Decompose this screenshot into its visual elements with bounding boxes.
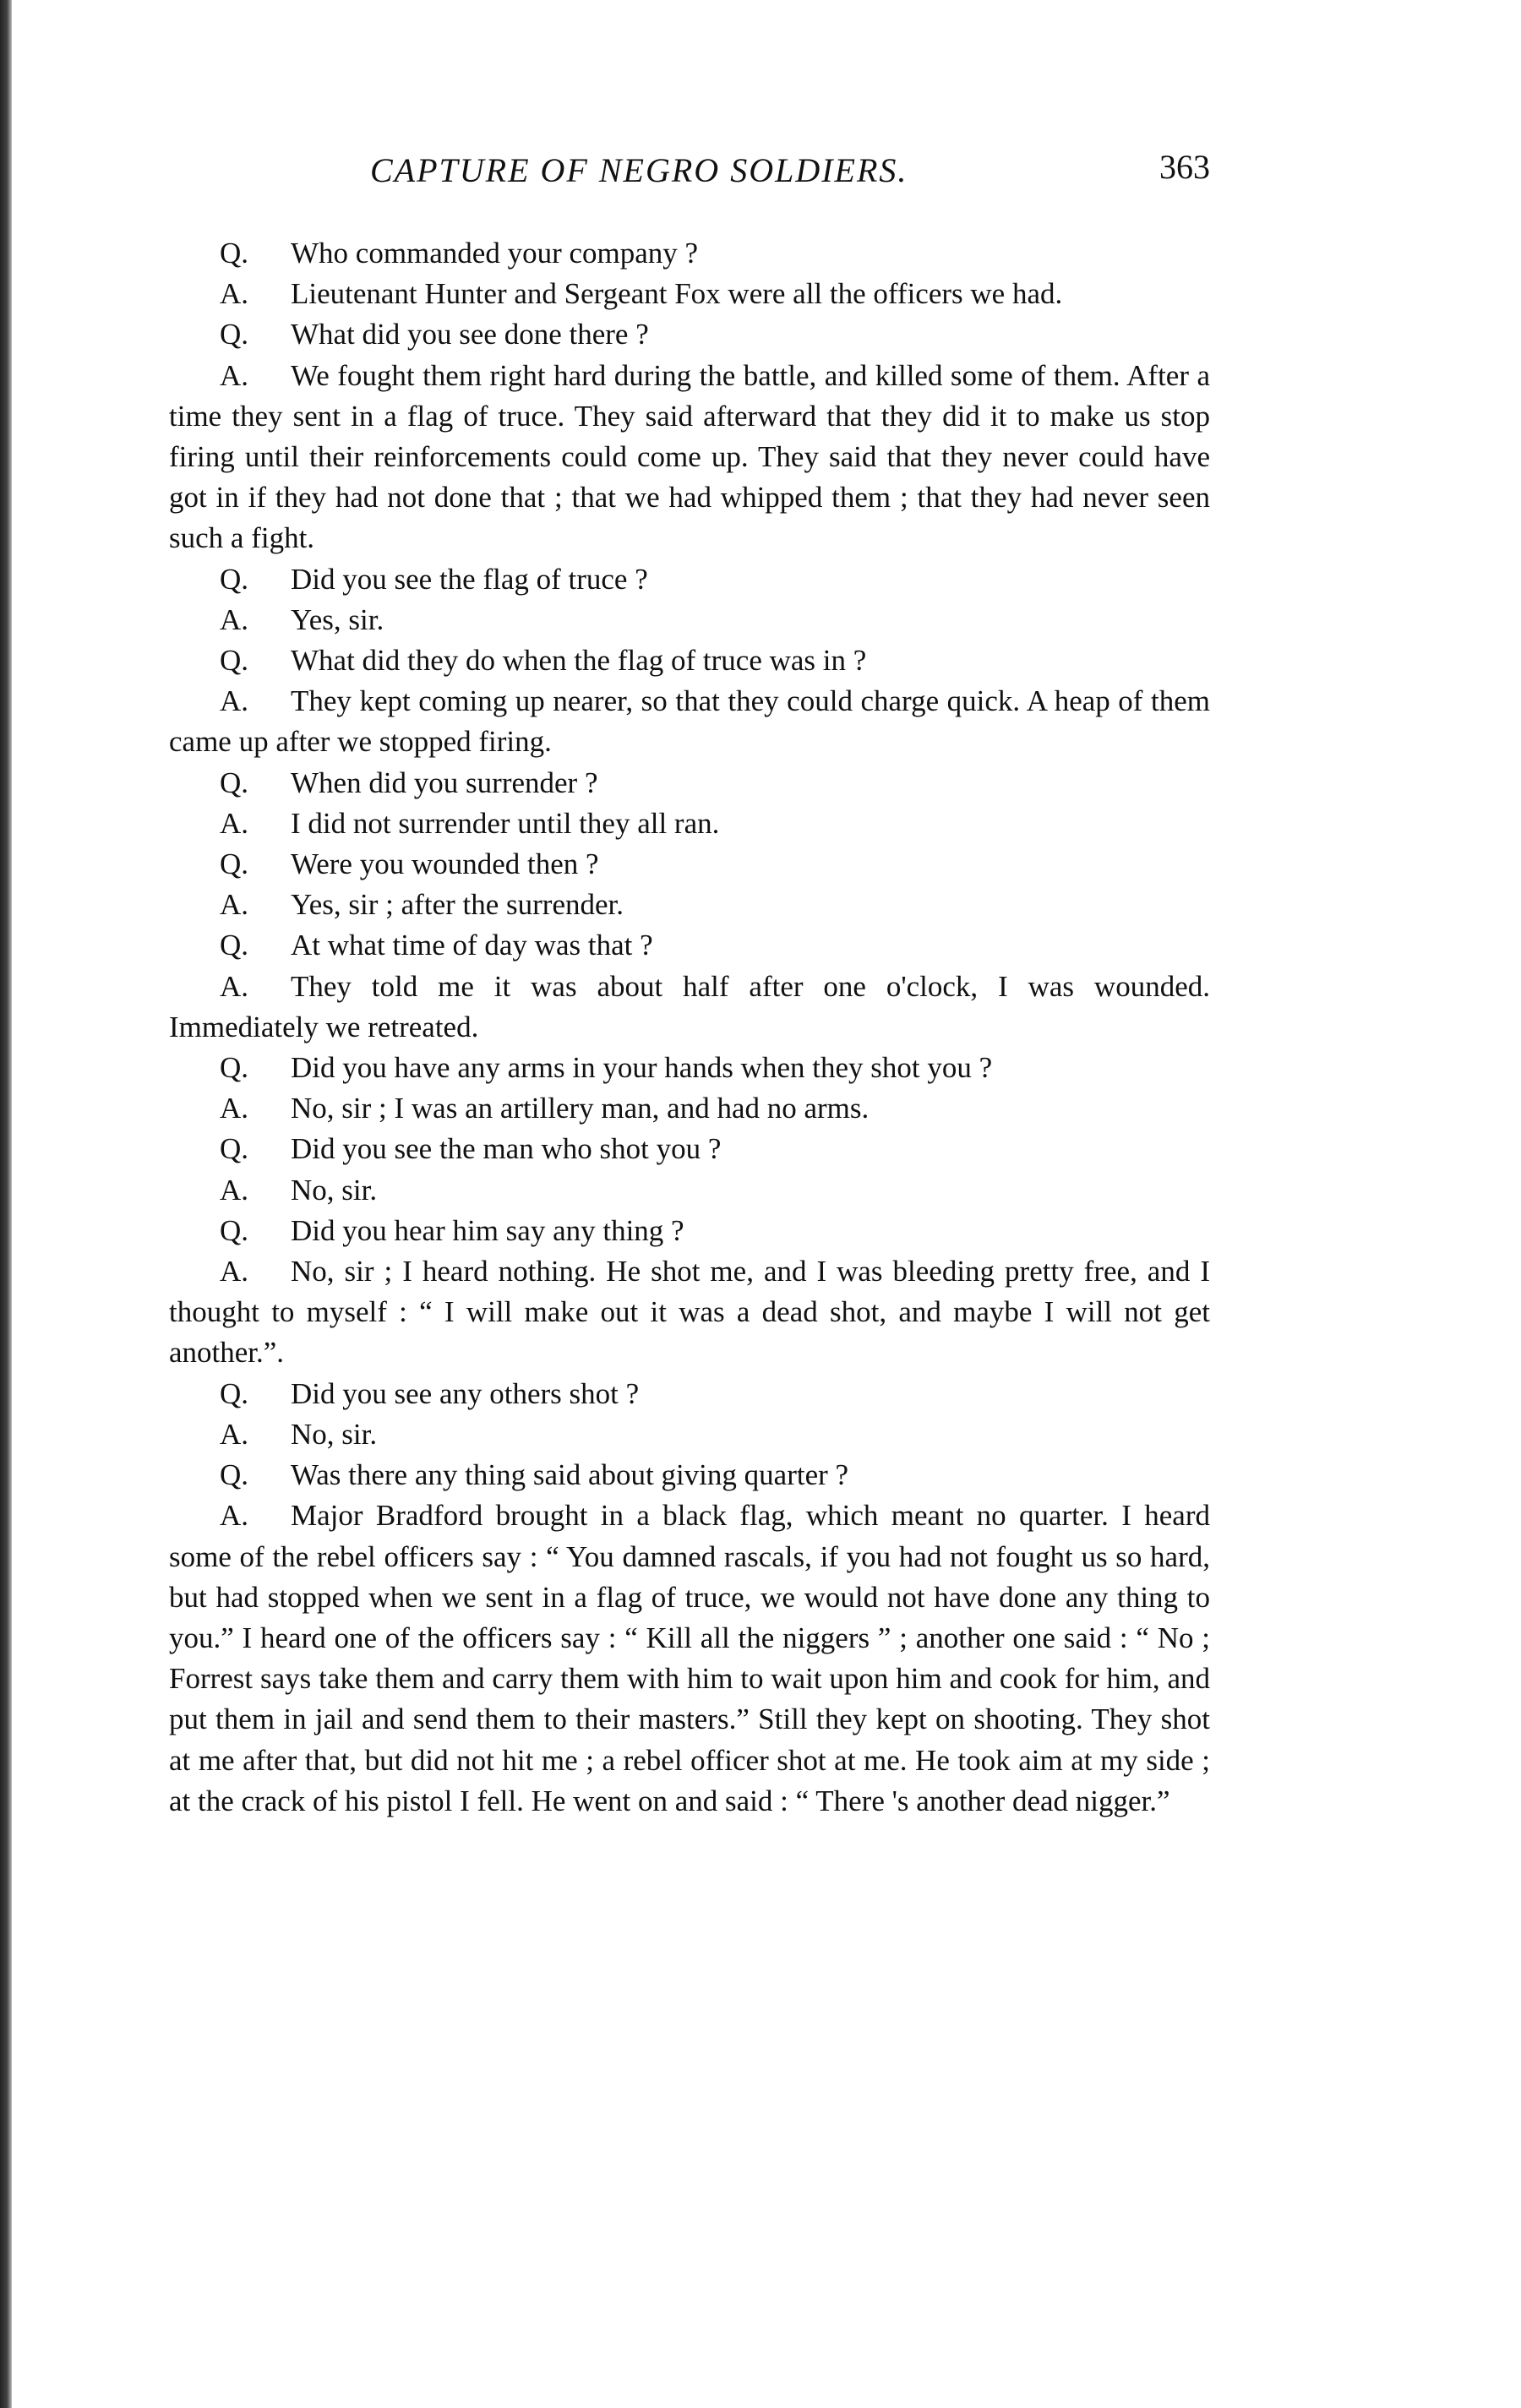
answer-paragraph	[169, 274, 1210, 314]
speaker-label: Q.	[220, 1051, 249, 1085]
answer-paragraph	[169, 1495, 1210, 1822]
paragraph-text: Did you see the man who shot you ?	[291, 1132, 722, 1166]
paragraph-text: Were you wounded then ?	[291, 847, 599, 881]
answer-paragraph	[169, 1414, 1210, 1455]
speaker-label: Q.	[220, 318, 249, 351]
question-paragraph	[169, 233, 1210, 274]
speaker-label: A.	[220, 806, 249, 840]
page-body	[169, 233, 1210, 1822]
speaker-label: Q.	[220, 765, 249, 799]
paragraph-text: No, sir.	[291, 1417, 378, 1451]
answer-paragraph	[169, 885, 1210, 925]
paragraph-text: We fought them right hard during the battle, and killed some of them. After a time they sent in a flag of truce. They said afterward that they did it to make us stop firing until their reinforcements could come up. They said that they never could have got in if they had not done that ; that we had whipped them ; that they had never seen such a fight.	[169, 358, 1210, 555]
speaker-label: A.	[220, 358, 249, 392]
speaker-label: A.	[220, 1417, 249, 1451]
speaker-label: A.	[220, 1255, 249, 1288]
question-paragraph	[169, 1455, 1210, 1495]
paragraph-text: Did you have any arms in your hands when they shot you ?	[291, 1051, 993, 1085]
speaker-label: Q.	[220, 1376, 249, 1410]
speaker-label: Q.	[220, 1458, 249, 1492]
speaker-label: A.	[220, 1499, 249, 1533]
question-paragraph	[169, 1129, 1210, 1169]
question-paragraph	[169, 925, 1210, 966]
speaker-label: A.	[220, 1173, 249, 1207]
speaker-label: Q.	[220, 1213, 249, 1247]
answer-paragraph	[169, 681, 1210, 762]
question-paragraph	[169, 314, 1210, 355]
speaker-label: A.	[220, 684, 249, 718]
paragraph-text: What did you see done there ?	[291, 318, 649, 351]
question-paragraph	[169, 640, 1210, 681]
question-paragraph	[169, 1048, 1210, 1088]
paragraph-text: What did they do when the flag of truce was in ?	[291, 644, 867, 678]
question-paragraph	[169, 1211, 1210, 1251]
paragraph-text: Did you see any others shot ?	[291, 1376, 640, 1410]
question-paragraph	[169, 1374, 1210, 1414]
answer-paragraph	[169, 804, 1210, 844]
paragraph-text: Did you see the flag of truce ?	[291, 562, 648, 596]
answer-paragraph	[169, 1088, 1210, 1129]
question-paragraph	[169, 844, 1210, 885]
answer-paragraph	[169, 1251, 1210, 1374]
speaker-label: Q.	[220, 644, 249, 678]
page-binding-edge	[0, 0, 12, 2408]
speaker-label: Q.	[220, 562, 249, 596]
paragraph-text: Yes, sir.	[291, 602, 384, 636]
question-paragraph	[169, 559, 1210, 600]
paragraph-text: When did you surrender ?	[291, 765, 598, 799]
page-number: 363	[1159, 148, 1210, 186]
speaker-label: A.	[220, 969, 249, 1003]
paragraph-text: They told me it was about half after one o'clock, I was wounded. Immediately we retreated.	[169, 969, 1210, 1043]
speaker-label: A.	[220, 888, 249, 922]
paragraph-text: No, sir ; I heard nothing. He shot me, and I was bleeding pretty free, and I thought to myself : “ I will make out it was a dead shot, and maybe I will not get another.”.	[169, 1255, 1210, 1370]
answer-paragraph	[169, 600, 1210, 640]
speaker-label: Q.	[220, 929, 249, 962]
speaker-label: Q.	[220, 237, 249, 270]
speaker-label: A.	[220, 602, 249, 636]
paragraph-text: Did you hear him say any thing ?	[291, 1213, 684, 1247]
paragraph-text: Lieutenant Hunter and Sergeant Fox were all the officers we had.	[291, 277, 1063, 311]
page-header	[169, 150, 1210, 201]
speaker-label: A.	[220, 277, 249, 311]
paragraph-text: Was there any thing said about giving quarter ?	[291, 1458, 849, 1492]
answer-paragraph	[169, 967, 1210, 1048]
paragraph-text: At what time of day was that ?	[291, 929, 653, 962]
paragraph-text: Major Bradford brought in a black flag, which meant no quarter. I heard some of the rebel officers say : “ You damned rascals, if you had not fought us so hard, but had stopped when we sent in a flag of truce, we would not have done any thing to you.” I heard one of the officers say : “ Kill all the niggers ” ; another one said : “ No ; Forrest says take them and carry them with him to wait upon him and cook for him, and put them in jail and send them to their masters.” Still they kept on shooting. They shot at me after that, but did not hit me ; a rebel officer shot at me. He took aim at my side ; at the crack of his pistol I fell. He went on and said : “ There 's another dead nigger.”	[169, 1499, 1210, 1817]
paragraph-text: They kept coming up nearer, so that they could charge quick. A heap of them came up after we stopped firing.	[169, 684, 1210, 759]
speaker-label: Q.	[220, 1132, 249, 1166]
question-paragraph	[169, 763, 1210, 804]
answer-paragraph	[169, 356, 1210, 559]
paragraph-text: I did not surrender until they all ran.	[291, 806, 720, 840]
answer-paragraph	[169, 1170, 1210, 1211]
running-title: CAPTURE OF NEGRO SOLDIERS.	[370, 151, 908, 189]
paragraph-text: No, sir.	[291, 1173, 378, 1207]
speaker-label: A.	[220, 1092, 249, 1125]
paragraph-text: Who commanded your company ?	[291, 237, 699, 270]
paragraph-text: Yes, sir ; after the surrender.	[291, 888, 624, 922]
speaker-label: Q.	[220, 847, 249, 881]
paragraph-text: No, sir ; I was an artillery man, and had no arms.	[291, 1092, 870, 1125]
